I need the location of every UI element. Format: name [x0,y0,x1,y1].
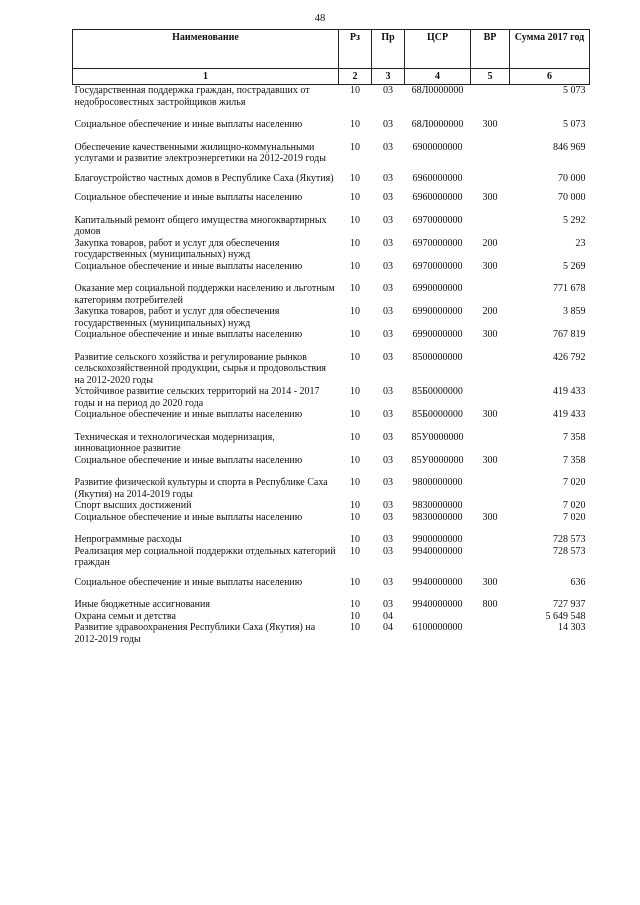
header-sum: Сумма 2017 год [510,30,590,69]
row-sum: 70 000 [558,172,586,184]
row-csr: 85У0000000 [411,454,464,466]
row-sum: 5 269 [563,260,586,272]
row-rz: 10 [350,622,360,633]
row-rz: 10 [350,477,360,488]
row-name: Социальное обеспечение и иные выплаты населению [74,576,303,588]
table-row [73,341,590,387]
table-row [73,238,590,261]
header-csr: ЦСР [405,30,471,69]
row-vr [471,622,510,645]
row-name: Обеспечение качественными жилищно-коммунальными услугами и развитие электроэнергетики на 2012-2019 годы [74,141,326,164]
row-rz: 10 [350,329,360,340]
row-name: Иные бюджетные ассигнования [74,599,210,610]
row-sum: 728 573 [553,534,586,545]
row-csr: 6970000000 [412,260,463,272]
row-name: Социальное обеспечение и иные выплаты населению [74,119,303,130]
row-csr: 6100000000 [412,622,463,633]
table-body [73,85,590,646]
row-sum: 846 969 [553,141,586,153]
row-csr: 9830000000 [412,500,463,511]
header-vr: ВР [471,30,510,69]
row-vr [471,165,510,185]
row-pr: 04 [383,610,393,622]
row-name: Государственная поддержка граждан, пострадавших от недобросовестных застройщиков жилья [74,85,310,108]
row-csr: 6970000000 [412,237,463,249]
header-rz: Рз [339,30,372,69]
row-vr [471,85,510,109]
row-pr: 03 [383,119,393,130]
row-sum: 426 792 [553,351,586,363]
row-pr: 03 [383,237,393,249]
row-pr: 03 [383,599,393,610]
row-pr: 03 [383,351,393,363]
row-vr [471,421,510,455]
row-vr [471,341,510,387]
row-vr: 300 [482,119,498,130]
row-sum: 7 358 [563,454,586,466]
row-name: Закупка товаров, работ и услуг для обеспечения государственных (муниципальных) нужд [74,237,280,260]
row-pr: 03 [383,141,393,153]
row-csr: 68Л0000000 [411,85,464,96]
row-csr: 6990000000 [412,306,463,317]
row-sum: 5 292 [563,214,586,226]
row-vr [471,272,510,306]
table-row [73,421,590,455]
row-sum: 3 859 [563,306,586,317]
row-vr: 300 [482,409,498,420]
table-row [73,523,590,546]
row-sum: 5 073 [563,85,586,96]
row-sum: 14 303 [558,622,586,633]
row-csr: 9940000000 [412,599,463,610]
table-row [73,409,590,421]
row-name: Социальное обеспечение и иные выплаты населению [74,511,303,523]
row-sum: 419 433 [553,409,586,420]
row-csr: 6900000000 [412,141,463,153]
row-rz: 10 [350,172,360,184]
row-name: Техническая и технологическая модернизация, инновационное развитие [74,431,275,454]
row-pr: 03 [383,283,393,294]
row-vr: 300 [482,511,498,523]
row-pr: 03 [383,214,393,226]
row-pr: 03 [383,329,393,340]
column-number: 2 [339,69,372,85]
row-vr [471,466,510,500]
row-sum: 7 020 [563,500,586,511]
row-csr: 6990000000 [412,283,463,294]
table-row [73,261,590,273]
row-csr: 85Б0000000 [412,409,463,420]
row-rz: 10 [350,610,360,622]
row-pr: 04 [383,622,393,633]
row-sum: 636 [570,576,586,588]
row-pr: 03 [383,511,393,523]
row-vr: 300 [482,329,498,340]
table-row [73,588,590,611]
row-pr: 03 [383,192,393,203]
row-rz: 10 [350,85,360,96]
table-row [73,386,590,409]
row-vr: 300 [482,454,498,466]
table-row [73,466,590,500]
row-rz: 10 [350,409,360,420]
table-header-row [73,30,590,69]
row-name: Реализация мер социальной поддержки отдельных категорий граждан [74,545,336,568]
row-name: Закупка товаров, работ и услуг для обеспечения государственных (муниципальных) нужд [74,306,280,329]
row-pr: 03 [383,454,393,466]
row-sum: 7 020 [563,511,586,523]
row-sum: 23 [575,237,586,249]
table-row [73,85,590,109]
row-vr [471,611,510,623]
row-csr: 9900000000 [412,534,463,545]
row-vr: 300 [482,192,498,203]
row-name: Непрограммные расходы [74,534,182,545]
table-row [73,108,590,131]
row-sum: 7 020 [563,477,586,488]
column-number: 1 [73,69,339,85]
row-sum: 70 000 [558,192,586,203]
table-row [73,569,590,589]
row-sum: 767 819 [553,329,586,340]
row-name: Социальное обеспечение и иные выплаты населению [74,329,303,340]
row-rz: 10 [350,237,360,249]
row-pr: 03 [383,386,393,397]
row-rz: 10 [350,576,360,588]
row-name: Социальное обеспечение и иные выплаты населению [74,409,303,420]
column-number: 4 [405,69,471,85]
row-name: Социальное обеспечение и иные выплаты населению [74,454,303,466]
row-rz: 10 [350,511,360,523]
row-rz: 10 [350,141,360,153]
row-vr [471,546,510,569]
header-name: Наименование [73,30,339,69]
table-row [73,512,590,524]
column-number-row [73,69,590,85]
row-csr: 6960000000 [412,172,463,184]
row-csr: 6960000000 [412,192,463,203]
row-rz: 10 [350,119,360,130]
row-rz: 10 [350,306,360,317]
table-row [73,546,590,569]
row-pr: 03 [383,85,393,96]
row-sum: 5 649 548 [545,610,586,622]
row-sum: 419 433 [553,386,586,397]
row-csr: 8500000000 [412,351,463,363]
row-csr: 85Б0000000 [412,386,463,397]
table-row [73,500,590,512]
row-rz: 10 [350,386,360,397]
budget-table [72,29,590,645]
table-row [73,131,590,165]
row-csr: 9940000000 [412,576,463,588]
row-csr: 9940000000 [412,545,463,557]
row-sum: 771 678 [553,283,586,294]
row-csr: 9800000000 [412,477,463,488]
row-name: Охрана семьи и детства [74,610,176,622]
row-rz: 10 [350,500,360,511]
row-vr: 200 [482,306,498,317]
row-rz: 10 [350,534,360,545]
row-vr [471,523,510,546]
row-rz: 10 [350,351,360,363]
row-vr: 300 [482,576,498,588]
row-name: Развитие здравоохранения Республики Саха (Якутия) на 2012-2019 годы [74,622,316,645]
row-sum: 728 573 [553,545,586,557]
row-sum: 727 937 [553,599,586,610]
row-name: Оказание мер социальной поддержки населению и льготным категориям потребителей [74,283,335,306]
row-sum: 5 073 [563,119,586,130]
row-vr [471,204,510,238]
row-rz: 10 [350,214,360,226]
row-csr: 9830000000 [412,511,463,523]
row-pr: 03 [383,306,393,317]
row-vr: 200 [482,237,498,249]
row-vr: 800 [482,599,498,610]
header-pr: Пр [372,30,405,69]
row-sum: 7 358 [563,431,586,443]
row-name: Капитальный ремонт общего имущества многоквартирных домов [74,214,327,237]
row-pr: 03 [383,477,393,488]
row-rz: 10 [350,599,360,610]
table-row [73,329,590,341]
row-name: Развитие сельского хозяйства и регулирование рынков сельскохозяйственной продукции, сырья и продовольствия на 2012-2020 годы [74,351,327,386]
row-csr [405,611,471,623]
row-pr: 03 [383,260,393,272]
table-row [73,611,590,623]
row-vr: 300 [482,260,498,272]
row-pr: 03 [383,500,393,511]
row-vr [471,386,510,409]
row-rz: 10 [350,545,360,557]
row-csr: 68Л0000000 [411,119,464,130]
row-rz: 10 [350,260,360,272]
row-pr: 03 [383,534,393,545]
row-csr: 6970000000 [412,214,463,226]
page-number: 48 [314,13,326,24]
table-row [73,165,590,185]
row-pr: 03 [383,409,393,420]
row-name: Спорт высших достижений [74,500,192,511]
column-number: 6 [510,69,590,85]
table-row [73,204,590,238]
row-rz: 10 [350,454,360,466]
row-pr: 03 [383,431,393,443]
column-number: 5 [471,69,510,85]
table-row [73,306,590,329]
row-name: Развитие физической культуры и спорта в Республике Саха (Якутия) на 2014-2019 годы [74,477,328,500]
row-rz: 10 [350,431,360,443]
table-row [73,272,590,306]
row-pr: 03 [383,172,393,184]
row-name: Социальное обеспечение и иные выплаты населению [74,260,303,272]
row-name: Устойчивое развитие сельских территорий на 2014 - 2017 годы и на период до 2020 года [74,386,320,409]
row-pr: 03 [383,576,393,588]
table-row [73,455,590,467]
row-rz: 10 [350,192,360,203]
row-csr: 6990000000 [412,329,463,340]
row-name: Благоустройство частных домов в Республике Саха (Якутия) [74,172,334,184]
row-rz: 10 [350,283,360,294]
table-row [73,622,590,645]
row-pr: 03 [383,545,393,557]
row-csr: 85У0000000 [411,431,464,443]
table-row [73,184,590,204]
column-number: 3 [372,69,405,85]
row-vr [471,131,510,165]
row-vr [471,500,510,512]
row-name: Социальное обеспечение и иные выплаты населению [74,192,303,203]
